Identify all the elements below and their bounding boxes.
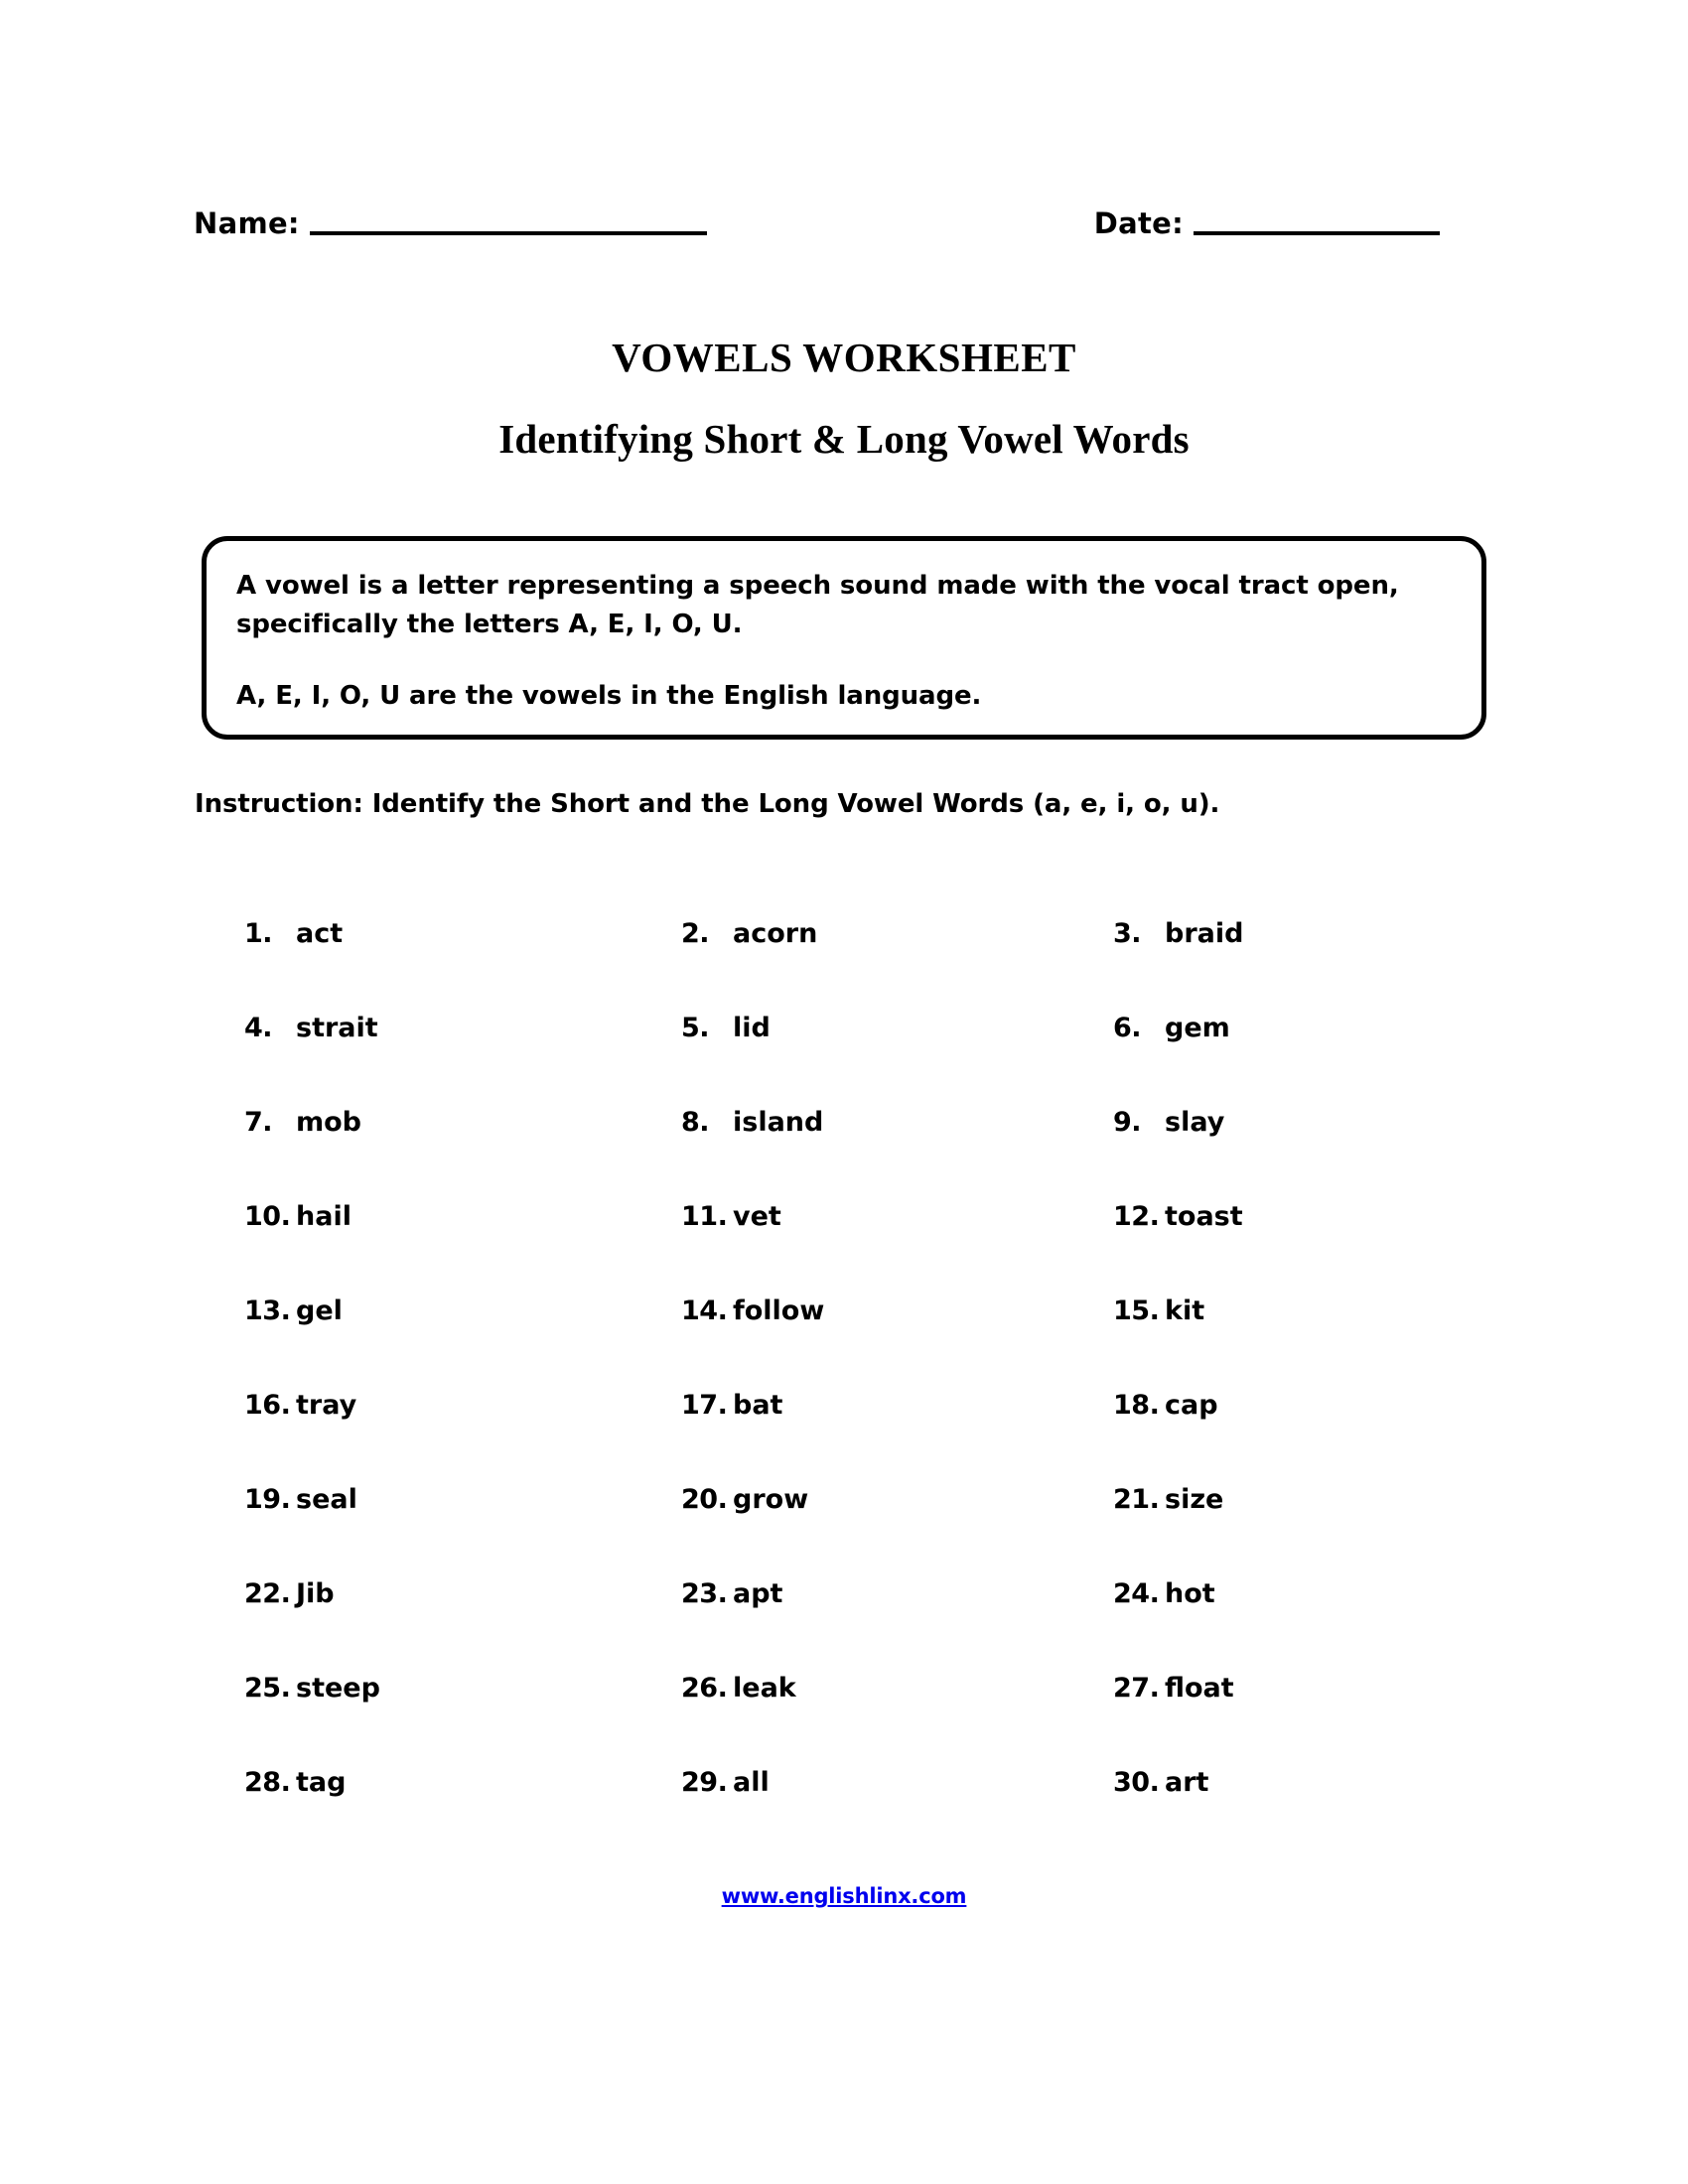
word-label: follow — [733, 1296, 825, 1326]
word-item-12[interactable] — [1113, 1201, 1446, 1232]
word-label: braid — [1165, 918, 1244, 949]
word-number: 27. — [1113, 1673, 1160, 1704]
word-item-16[interactable] — [244, 1390, 681, 1421]
word-label: tray — [296, 1390, 357, 1421]
word-row — [244, 1390, 1446, 1484]
word-number: 1. — [244, 918, 273, 949]
word-label: gel — [296, 1296, 343, 1326]
word-row — [244, 1767, 1446, 1861]
word-label: strait — [296, 1013, 378, 1043]
word-label: apt — [733, 1578, 783, 1609]
word-number: 13. — [244, 1296, 291, 1326]
word-row — [244, 1107, 1446, 1201]
word-row — [244, 1578, 1446, 1673]
word-label: all — [733, 1767, 770, 1798]
word-number: 17. — [681, 1390, 728, 1421]
word-label: Jib — [296, 1578, 335, 1609]
word-item-15[interactable] — [1113, 1296, 1446, 1326]
word-item-19[interactable] — [244, 1484, 681, 1515]
word-item-26[interactable] — [681, 1673, 1113, 1704]
word-item-22[interactable] — [244, 1578, 681, 1609]
word-number: 12. — [1113, 1201, 1160, 1232]
word-number: 23. — [681, 1578, 728, 1609]
word-label: float — [1165, 1673, 1234, 1704]
word-item-5[interactable] — [681, 1013, 1113, 1043]
word-row — [244, 1201, 1446, 1296]
word-number: 25. — [244, 1673, 291, 1704]
word-item-21[interactable] — [1113, 1484, 1446, 1515]
date-label: Date: — [1093, 206, 1184, 240]
name-label: Name: — [194, 206, 300, 240]
word-number: 18. — [1113, 1390, 1160, 1421]
word-item-13[interactable] — [244, 1296, 681, 1326]
word-number: 7. — [244, 1107, 273, 1138]
definition-box — [202, 536, 1486, 740]
word-row — [244, 1673, 1446, 1767]
word-item-7[interactable] — [244, 1107, 681, 1138]
word-label: kit — [1165, 1296, 1205, 1326]
name-write-line[interactable] — [310, 231, 707, 235]
word-label: toast — [1165, 1201, 1243, 1232]
word-label: lid — [733, 1013, 771, 1043]
word-label: size — [1165, 1484, 1224, 1515]
word-row — [244, 1296, 1446, 1390]
word-number: 26. — [681, 1673, 728, 1704]
word-number: 29. — [681, 1767, 728, 1798]
word-label: gem — [1165, 1013, 1230, 1043]
word-item-25[interactable] — [244, 1673, 681, 1704]
word-label: hot — [1165, 1578, 1215, 1609]
worksheet-subtitle: Identifying Short & Long Vowel Words — [498, 416, 1190, 462]
word-label: bat — [733, 1390, 783, 1421]
word-row — [244, 918, 1446, 1013]
word-number: 8. — [681, 1107, 710, 1138]
word-item-10[interactable] — [244, 1201, 681, 1232]
definition-paragraph-1: A vowel is a letter representing a speech sound made with the vocal tract open, specifically the letters A, E, I, O, U. — [236, 571, 1399, 639]
word-label: seal — [296, 1484, 357, 1515]
word-label: act — [296, 918, 344, 949]
word-label: hail — [296, 1201, 352, 1232]
word-number: 24. — [1113, 1578, 1160, 1609]
word-number: 15. — [1113, 1296, 1160, 1326]
word-number: 16. — [244, 1390, 291, 1421]
word-row — [244, 1013, 1446, 1107]
date-write-line[interactable] — [1194, 231, 1440, 235]
word-number: 22. — [244, 1578, 291, 1609]
definition-paragraph-2: A, E, I, O, U are the vowels in the English language. — [236, 681, 982, 711]
worksheet-title: VOWELS WORKSHEET — [612, 335, 1076, 380]
word-label: cap — [1165, 1390, 1218, 1421]
word-item-24[interactable] — [1113, 1578, 1446, 1609]
word-label: tag — [296, 1767, 347, 1798]
word-label: art — [1165, 1767, 1209, 1798]
word-number: 11. — [681, 1201, 728, 1232]
word-item-11[interactable] — [681, 1201, 1113, 1232]
word-label: slay — [1165, 1107, 1225, 1138]
word-item-1[interactable] — [244, 918, 681, 949]
word-label: grow — [733, 1484, 809, 1515]
word-item-4[interactable] — [244, 1013, 681, 1043]
header-fields — [194, 189, 1475, 238]
instruction-text: Instruction: Identify the Short and the Long Vowel Words (a, e, i, o, u). — [195, 789, 1220, 819]
word-item-23[interactable] — [681, 1578, 1113, 1609]
word-label: steep — [296, 1673, 380, 1704]
word-list — [244, 918, 1446, 1861]
word-item-3[interactable] — [1113, 918, 1446, 949]
word-number: 10. — [244, 1201, 291, 1232]
word-label: acorn — [733, 918, 818, 949]
word-item-6[interactable] — [1113, 1013, 1446, 1043]
word-label: island — [733, 1107, 824, 1138]
word-label: mob — [296, 1107, 362, 1138]
word-number: 4. — [244, 1013, 273, 1043]
footer — [0, 1884, 1688, 1908]
word-number: 20. — [681, 1484, 728, 1515]
word-number: 28. — [244, 1767, 291, 1798]
word-item-14[interactable] — [681, 1296, 1113, 1326]
englishlinx-link[interactable]: www.englishlinx.com — [721, 1884, 967, 1908]
word-item-8[interactable] — [681, 1107, 1113, 1138]
word-number: 30. — [1113, 1767, 1160, 1798]
word-item-27[interactable] — [1113, 1673, 1446, 1704]
word-number: 9. — [1113, 1107, 1142, 1138]
word-item-9[interactable] — [1113, 1107, 1446, 1138]
word-number: 5. — [681, 1013, 710, 1043]
word-number: 3. — [1113, 918, 1142, 949]
word-item-18[interactable] — [1113, 1390, 1446, 1421]
word-label: vet — [733, 1201, 781, 1232]
name-field[interactable] — [194, 208, 707, 238]
date-field[interactable] — [1094, 208, 1440, 238]
word-item-28[interactable] — [244, 1767, 681, 1798]
word-item-30[interactable] — [1113, 1767, 1446, 1798]
word-row — [244, 1484, 1446, 1578]
word-label: leak — [733, 1673, 796, 1704]
word-number: 6. — [1113, 1013, 1142, 1043]
word-number: 21. — [1113, 1484, 1160, 1515]
word-item-29[interactable] — [681, 1767, 1113, 1798]
word-item-20[interactable] — [681, 1484, 1113, 1515]
word-item-2[interactable] — [681, 918, 1113, 949]
word-number: 2. — [681, 918, 710, 949]
word-number: 14. — [681, 1296, 728, 1326]
word-item-17[interactable] — [681, 1390, 1113, 1421]
word-number: 19. — [244, 1484, 291, 1515]
